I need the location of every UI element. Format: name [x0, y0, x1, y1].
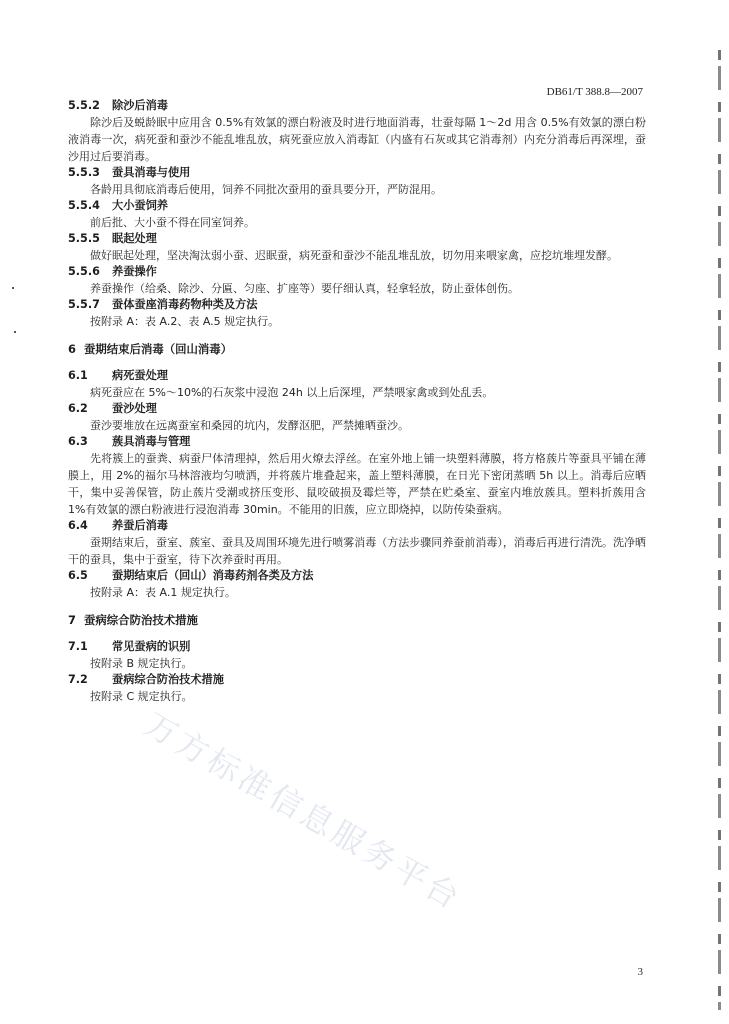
section-heading-5-5-4 [68, 198, 646, 214]
section-title: 大小蚕饲养 [112, 199, 168, 212]
section-heading-5-5-6 [68, 264, 646, 280]
section-heading-7-1 [68, 639, 646, 655]
section-number: 7.2 [68, 673, 88, 686]
section-number: 5.5.4 [68, 199, 100, 212]
section-title: 蚕期结束后（回山）消毒药剂各类及方法 [112, 569, 314, 582]
section-title: 除沙后消毒 [112, 99, 168, 112]
section-number: 6.1 [68, 369, 88, 382]
section-heading-6-2 [68, 401, 646, 417]
section-text-6-2: 蚕沙要堆放在远离蚕室和桑园的坑内，发酵沤肥，严禁摊晒蚕沙。 [90, 419, 409, 432]
section-heading-5-5-7 [68, 297, 646, 313]
chapter-title: 蚕期结束后消毒（回山消毒） [84, 342, 233, 356]
chapter-number: 7 [68, 613, 76, 627]
section-title: 眠起处理 [112, 232, 157, 245]
section-heading-5-5-2 [68, 98, 646, 114]
chapter-heading-7 [68, 612, 646, 628]
section-number: 5.5.5 [68, 232, 100, 245]
page-number: 3 [637, 966, 643, 978]
section-number: 6.3 [68, 435, 88, 448]
section-text-5-5-4: 前后批、大小蚕不得在同室饲养。 [90, 216, 255, 229]
section-heading-6-5 [68, 568, 646, 584]
section-text-6-4: 蚕期结束后，蚕室、蔟室、蚕具及周围环境先进行喷雾消毒（方法步骤同养蚕前消毒），消毒后再进行清洗。洗净晒干的蚕具，集中于蚕室，待下次养蚕时再用。 [68, 536, 646, 566]
scan-speck [14, 331, 16, 333]
section-number: 5.5.7 [68, 298, 100, 311]
section-title: 养蚕后消毒 [112, 519, 168, 532]
section-title: 常见蚕病的识别 [112, 640, 191, 653]
section-title: 蚕沙处理 [112, 402, 157, 415]
section-heading-7-2 [68, 672, 646, 688]
section-title: 蔟具消毒与管理 [112, 435, 191, 448]
scan-edge-artifact [718, 50, 721, 1010]
watermark: 万方标准信息服务平台 [138, 705, 469, 919]
section-title: 蚕具消毒与使用 [112, 166, 191, 179]
section-text-5-5-2: 除沙后及蜕龄眠中应用含 0.5%有效氯的漂白粉液及时进行地面消毒，壮蚕每隔 1～2d 用含 0.5%有效氯的漂白粉液消毒一次，病死蚕和蚕沙不能乱堆乱放，病死蚕应放入消毒缸（内盛有石灰或其它消毒剂）内充分消毒后再深埋，蚕沙用过后要消毒。 [68, 116, 646, 163]
standard-code: DB61/T 388.8—2007 [546, 86, 643, 98]
section-text-6-5: 按附录 A：表 A.1 规定执行。 [90, 586, 236, 599]
section-number: 6.2 [68, 402, 88, 415]
section-number: 5.5.2 [68, 99, 100, 112]
section-heading-6-4 [68, 518, 646, 534]
section-number: 7.1 [68, 640, 88, 653]
section-number: 5.5.3 [68, 166, 100, 179]
section-text-6-3: 先将簇上的蚕粪、病蚕尸体清理掉，然后用火燎去浮丝。在室外地上铺一块塑料薄膜，将方格蔟片等蚕具平铺在薄膜上，用 2%的福尔马林溶液均匀喷洒，并将蔟片堆叠起来，盖上塑料薄膜，在日光下密闭蒸晒 5h 以上。消毒后应晒干，集中妥善保管，防止蔟片受潮或挤压变形、鼠咬破损及霉烂等，严禁在贮桑室、蚕室内堆放蔟具。塑料折蔟用含 1%有效氯的漂白粉液进行浸泡消毒 30min。不能用的旧蔟，应立即烧掉，以防传染蚕病。 [68, 452, 646, 516]
section-heading-5-5-3 [68, 165, 646, 181]
section-text-7-1: 按附录 B 规定执行。 [90, 657, 193, 670]
section-heading-6-3 [68, 434, 646, 450]
section-text-5-5-6: 养蚕操作（给桑、除沙、分匾、匀座、扩座等）要仔细认真，轻拿轻放，防止蚕体创伤。 [90, 282, 519, 295]
section-title: 蚕病综合防治技术措施 [112, 673, 224, 686]
section-text-5-5-7: 按附录 A：表 A.2、表 A.5 规定执行。 [90, 315, 280, 328]
section-title: 蚕体蚕座消毒药物种类及方法 [112, 298, 258, 311]
section-text-7-2: 按附录 C 规定执行。 [90, 690, 193, 703]
section-text-5-5-3: 各龄用具彻底消毒后使用，饲养不同批次蚕用的蚕具要分开，严防混用。 [90, 183, 442, 196]
section-heading-5-5-5 [68, 231, 646, 247]
chapter-title: 蚕病综合防治技术措施 [84, 613, 198, 627]
scan-speck [12, 287, 14, 289]
section-title: 养蚕操作 [112, 265, 157, 278]
section-number: 6.4 [68, 519, 88, 532]
document-body [68, 98, 646, 705]
section-number: 6.5 [68, 569, 88, 582]
section-heading-6-1 [68, 368, 646, 384]
section-text-6-1: 病死蚕应在 5%～10%的石灰浆中浸泡 24h 以上后深埋，严禁喂家禽或到处乱丢。 [90, 386, 494, 399]
chapter-heading-6 [68, 341, 646, 357]
section-text-5-5-5: 做好眠起处理，坚决淘汰弱小蚕、迟眠蚕，病死蚕和蚕沙不能乱堆乱放，切勿用来喂家禽，应挖坑堆埋发酵。 [90, 249, 618, 262]
section-title: 病死蚕处理 [112, 369, 168, 382]
section-number: 5.5.6 [68, 265, 100, 278]
chapter-number: 6 [68, 342, 76, 356]
